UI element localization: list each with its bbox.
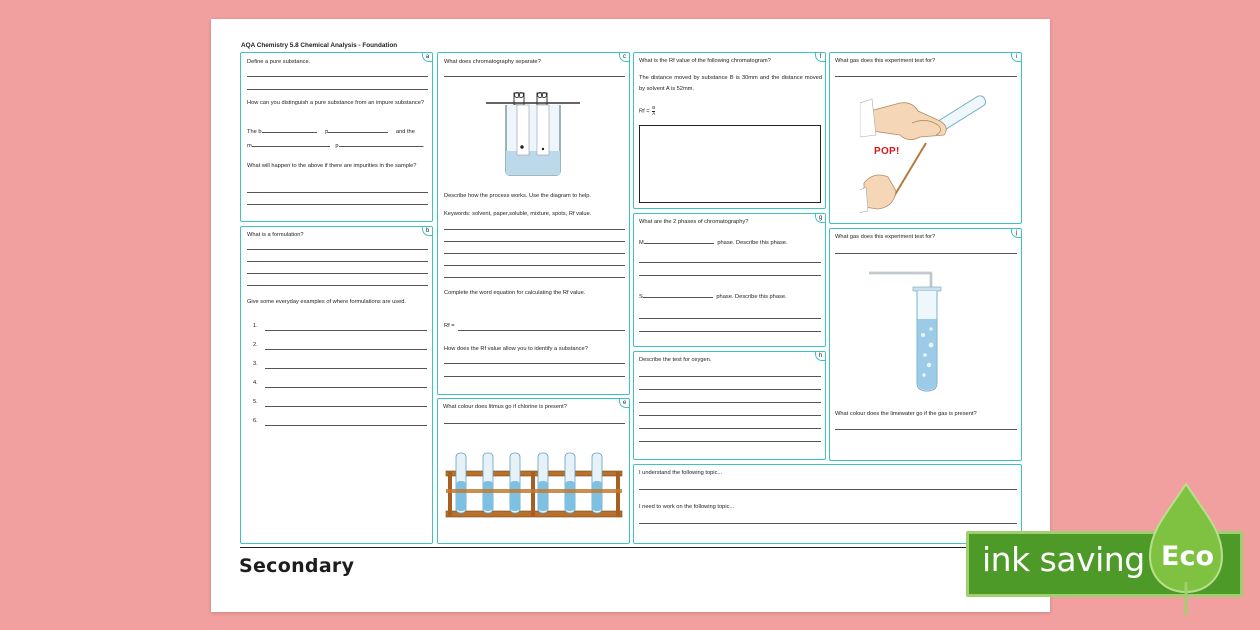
box-a-pure-substance (240, 52, 433, 222)
box-c-tag: c (619, 52, 630, 62)
box-b-num-6: 6. (253, 418, 258, 424)
box-j-tag: j (1011, 228, 1022, 238)
eco-label: Eco (1161, 541, 1214, 572)
box-j-q1: What gas does this experiment test for? (835, 234, 936, 240)
box-b-num-2: 2. (253, 342, 258, 348)
box-f-tag: f (815, 52, 826, 62)
delivery-tube-limewater-diagram (865, 267, 965, 395)
box-h-tag: h (815, 351, 826, 361)
box-f-rf-value (633, 52, 826, 209)
box-g-phases (633, 213, 826, 347)
box-b-tag: b (422, 226, 433, 236)
test-tube-rack-diagram (444, 451, 624, 523)
box-h-oxygen-test (633, 351, 826, 460)
pop-label: POP! (874, 146, 900, 157)
box-i-tag: i (1011, 52, 1022, 62)
box-b-num-3: 3. (253, 361, 258, 367)
box-c-q4: How does the Rf value allow you to identify a substance? (444, 346, 588, 352)
box-f-formula: Rf = $\frac{B}{A}$ (639, 105, 656, 116)
box-a-tag: a (422, 52, 433, 62)
box-h-q1: Describe the test for oxygen. (639, 357, 712, 363)
box-b-num-4: 4. (253, 380, 258, 386)
box-f-answer-area[interactable] (639, 125, 821, 203)
box-a-q3: What will happen to the above if there are impurities in the sample? (247, 163, 417, 169)
chromatography-beaker-diagram (484, 89, 584, 179)
box-k-q1: I understand the following topic... (639, 470, 723, 476)
box-c-chromatography (437, 52, 630, 395)
box-g-q1: What are the 2 phases of chromatography? (639, 219, 749, 225)
box-c-q2: Describe how the process works. Use the diagram to help. (444, 193, 591, 199)
box-i-q1: What gas does this experiment test for? (835, 58, 936, 64)
level-label: Secondary (239, 555, 355, 577)
box-g-tag: g (815, 213, 826, 223)
box-i-pop-test (829, 52, 1022, 224)
box-f-q2: The distance moved by substance B is 30mm and the distance moved by solvent A is 52mm. (639, 75, 822, 92)
box-f-q1: What is the Rf value of the following chromatogram? (639, 58, 771, 64)
box-g-s-phase: S phase. Describe this phase. (639, 294, 787, 300)
box-a-q1: Define a pure substance. (247, 59, 311, 65)
box-k-reflection (633, 464, 1022, 544)
box-b-q1: What is a formulation? (247, 232, 304, 238)
box-e-q1: What colour does litmus go if chlorine is present? (443, 404, 567, 410)
box-b-num-1: 1. (253, 323, 258, 329)
footer-divider (240, 547, 1026, 548)
worksheet-title: AQA Chemistry 5.8 Chemical Analysis - Foundation (241, 42, 398, 49)
box-j-q2: What colour does the limewater go if the gas is present? (835, 411, 977, 417)
box-c-q3: Complete the word equation for calculating the Rf value. (444, 290, 586, 296)
ink-saving-text: ink saving (982, 540, 1145, 579)
box-b-q2: Give some everyday examples of where formulations are used. (247, 299, 407, 305)
box-c-q1: What does chromatography separate? (444, 59, 541, 65)
box-k-q2: I need to work on the following topic... (639, 504, 735, 510)
box-a-fill-line-2: m p . (247, 143, 425, 149)
box-c-keywords: Keywords: solvent, paper,soluble, mixture, spots, Rf value. (444, 211, 592, 217)
box-g-m-phase: M phase. Describe this phase. (639, 240, 788, 246)
box-b-formulation (240, 226, 433, 544)
box-b-num-5: 5. (253, 399, 258, 405)
box-j-limewater-test (829, 228, 1022, 461)
box-a-fill-line-1: The b p and the (247, 129, 415, 135)
box-c-rf-label: Rf = (444, 323, 455, 329)
box-a-q2: How can you distinguish a pure substance from an impure substance? (247, 100, 425, 106)
box-e-tag: e (619, 398, 630, 408)
box-e-litmus (437, 398, 630, 544)
